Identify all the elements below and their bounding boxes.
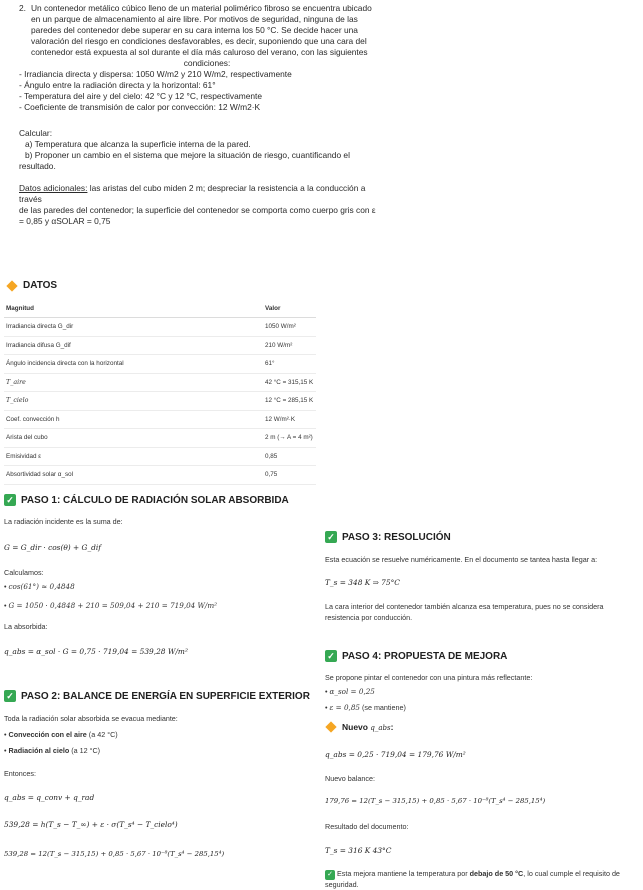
condition-item: - Irradiancia directa y dispersa: 1050 W/m2 y 210 W/m2, respectivamente xyxy=(19,69,292,79)
calc-section xyxy=(19,128,350,172)
paso2-b2-rest: (a 12 °C) xyxy=(69,746,101,755)
table-row xyxy=(4,318,316,337)
paso3-heading xyxy=(325,531,451,543)
col-header: Magnitud xyxy=(4,300,263,318)
paso4-b2-rest: (se mantiene) xyxy=(359,703,406,712)
table-cell: 1050 W/m² xyxy=(263,318,316,337)
table-cell: 0,85 xyxy=(263,447,316,466)
paso3-title: PASO 3: RESOLUCIÓN xyxy=(342,531,451,543)
check-icon: ✓ xyxy=(4,494,16,506)
table-cell: Irradiancia directa G_dir xyxy=(4,318,263,337)
paso4-eq3: T_s = 316 K 43°C xyxy=(325,846,392,855)
problem-line: contenedor está expuesta al sol durante el día más caluroso del verano, con las siguientes xyxy=(31,47,368,57)
problem-line: en un parque de almacenamiento al aire libre. Por motivos de seguridad, ninguna de las xyxy=(31,14,358,24)
paso1-b2: G = 1050 · 0,4848 + 210 = 509,04 + 210 = 719,04 W/m² xyxy=(8,601,218,610)
paso2-entonces: Entonces: xyxy=(4,769,36,778)
problem-line: valoración del riesgo en condiciones desfavorables, es decir, suponiendo que una cara del xyxy=(31,36,367,46)
table-cell: Arista del cubo xyxy=(4,429,263,448)
paso2-eq2: 539,28 = h(T_s − T_∞) + ε · σ(T_s⁴ − T_cielo⁴) xyxy=(4,820,178,829)
paso3-eq: T_s = 348 K ⇒ 75°C xyxy=(325,578,400,587)
problem-text xyxy=(31,3,383,69)
table-cell: Ángulo incidencia directa con la horizontal xyxy=(4,355,263,374)
table-cell: 210 W/m² xyxy=(263,336,316,355)
calc-a: a) Temperatura que alcanza la superficie interna de la pared. xyxy=(25,139,251,149)
table-row xyxy=(4,447,316,466)
paso4-heading xyxy=(325,650,507,662)
paso1-eq2: q_abs = α_sol · G = 0,75 · 719,04 = 539,28 W/m² xyxy=(4,647,188,656)
extra-label: Datos adicionales: xyxy=(19,183,88,193)
table-row xyxy=(4,392,316,411)
table-cell: 12 °C = 285,15 K xyxy=(263,392,316,411)
paso4-intro: Se propone pintar el contenedor con una pintura más reflectante: xyxy=(325,673,533,682)
table-row xyxy=(4,429,316,448)
calc-b-cont: resultado. xyxy=(19,161,56,171)
paso4-final xyxy=(325,869,635,889)
paso4-title: PASO 4: PROPUESTA DE MEJORA xyxy=(342,650,508,662)
list-item: • Convección con el aire (a 42 °C) xyxy=(4,730,118,739)
paso1-intro: La radiación incidente es la suma de: xyxy=(4,517,123,526)
table-cell: Irradiancia difusa G_dif xyxy=(4,336,263,355)
calc-b: b) Proponer un cambio en el sistema que mejore la situación de riesgo, cuantificando el xyxy=(25,150,350,160)
problem-number: 2. xyxy=(19,3,26,13)
paso1-b1: cos(61°) ≈ 0,4848 xyxy=(8,582,75,591)
conditions-list xyxy=(19,69,292,113)
condition-item: - Temperatura del aire y del cielo: 42 °C y 12 °C, respectivamente xyxy=(19,91,263,101)
paso2-b2-bold: Radiación al cielo xyxy=(8,746,70,755)
table-cell: T_cielo xyxy=(4,392,263,411)
condition-item: - Coeficiente de transmisión de calor por convección: 12 W/m2·K xyxy=(19,102,261,112)
paso2-eq1: q_abs = q_conv + q_rad xyxy=(4,793,95,802)
paso4-eq1: q_abs = 0,25 · 719,04 = 179,76 W/m² xyxy=(325,750,466,759)
table-cell: Emisividad ε xyxy=(4,447,263,466)
paso1-eq1: G = G_dir · cos(θ) + G_dif xyxy=(4,543,101,552)
paso1-title: PASO 1: CÁLCULO DE RADIACIÓN SOLAR ABSORBIDA xyxy=(21,494,289,506)
paso2-b1-bold: Convección con el aire xyxy=(8,730,87,739)
paso4-b1: α_sol = 0,25 xyxy=(329,687,375,696)
check-icon: ✓ xyxy=(325,531,337,543)
datos-table xyxy=(4,300,316,485)
nuevo-label: Nuevo xyxy=(342,722,371,732)
table-cell: 12 W/m²·K xyxy=(263,410,316,429)
paso4-balance-label: Nuevo balance: xyxy=(325,774,375,783)
paso3-intro: Esta ecuación se resuelve numéricamente. En el documento se tantea hasta llegar a: xyxy=(325,555,598,564)
paso4-eq2: 179,76 = 12(T_s − 315,15) + 0,85 · 5,67 · 10⁻⁸(T_s⁴ − 285,15⁴) xyxy=(325,797,546,805)
final-pre: Esta mejora mantiene la temperatura por xyxy=(335,869,470,878)
problem-line: paredes del contenedor debe superar en su cara interna los 50 °C. Se decide hacer una xyxy=(31,25,358,35)
final-line2: seguridad. xyxy=(325,880,359,889)
nuevo-math: q_abs xyxy=(370,724,391,732)
table-cell: Coef. convección h xyxy=(4,410,263,429)
final-bold: debajo de 50 °C xyxy=(469,869,524,878)
table-cell: 2 m (→ A = 4 m²) xyxy=(263,429,316,448)
table-cell: Absortividad solar α_sol xyxy=(4,466,263,485)
nuevo-heading xyxy=(325,722,393,732)
extra-line: de las paredes del contenedor; la superficie del contenedor se comporta como cuerpo gris con ε xyxy=(19,205,376,215)
extra-line: las aristas del cubo miden 2 m; despreciar la resistencia a la conducción a través xyxy=(19,183,366,204)
diamond-icon xyxy=(325,721,336,732)
table-header-row xyxy=(4,300,316,318)
table-row xyxy=(4,373,316,392)
table-row xyxy=(4,466,316,485)
table-cell: 61° xyxy=(263,355,316,374)
paso2-title: PASO 2: BALANCE DE ENERGÍA EN SUPERFICIE EXTERIOR xyxy=(21,690,310,702)
table-row xyxy=(4,410,316,429)
condition-item: - Ángulo entre la radiación directa y la horizontal: 61° xyxy=(19,80,216,90)
final-post: , lo cual cumple el requisito de xyxy=(523,869,620,878)
paso2-b1-rest: (a 42 °C) xyxy=(86,730,118,739)
list-item: • ε = 0,85 (se mantiene) xyxy=(325,703,406,712)
paso1-calc-label: Calculamos: xyxy=(4,568,44,577)
extra-data xyxy=(19,183,381,227)
paso2-heading xyxy=(4,690,310,702)
paso4-result-label: Resultado del documento: xyxy=(325,822,409,831)
paso2-intro: Toda la radiación solar absorbida se evacua mediante: xyxy=(4,714,178,723)
extra-line: = 0,85 y αSOLAR = 0,75 xyxy=(19,216,111,226)
check-icon: ✓ xyxy=(325,870,335,880)
table-row xyxy=(4,355,316,374)
check-icon: ✓ xyxy=(4,690,16,702)
table-cell: T_aire xyxy=(4,373,263,392)
table-row xyxy=(4,336,316,355)
diamond-icon xyxy=(6,280,17,291)
paso3-note: resistencia por conducción. xyxy=(325,613,413,622)
col-header: Valor xyxy=(263,300,316,318)
datos-title: DATOS xyxy=(23,280,58,291)
nuevo-colon: : xyxy=(390,722,394,732)
paso3-note: La cara interior del contenedor también alcanza esa temperatura, pues no se considera xyxy=(325,602,604,611)
list-item: • cos(61°) ≈ 0,4848 xyxy=(4,582,75,591)
check-icon: ✓ xyxy=(325,650,337,662)
problem-line: Un contenedor metálico cúbico lleno de un material polimérico fibroso se encuentra ubicado xyxy=(31,3,372,13)
calc-title: Calcular: xyxy=(19,128,53,138)
list-item: • Radiación al cielo (a 12 °C) xyxy=(4,746,101,755)
problem-line: condiciones: xyxy=(183,58,231,68)
list-item: • G = 1050 · 0,4848 + 210 = 509,04 + 210 = 719,04 W/m² xyxy=(4,601,218,610)
paso1-abs-label: La absorbida: xyxy=(4,622,48,631)
list-item: • α_sol = 0,25 xyxy=(325,687,375,696)
paso1-heading xyxy=(4,494,289,506)
datos-heading xyxy=(6,280,57,291)
paso4-b2-math: ε = 0,85 xyxy=(329,703,360,712)
table-cell: 0,75 xyxy=(263,466,316,485)
table-cell: 42 °C = 315,15 K xyxy=(263,373,316,392)
paso2-eq3: 539,28 = 12(T_s − 315,15) + 0,85 · 5,67 · 10⁻⁸(T_s⁴ − 285,15⁴) xyxy=(4,850,225,858)
